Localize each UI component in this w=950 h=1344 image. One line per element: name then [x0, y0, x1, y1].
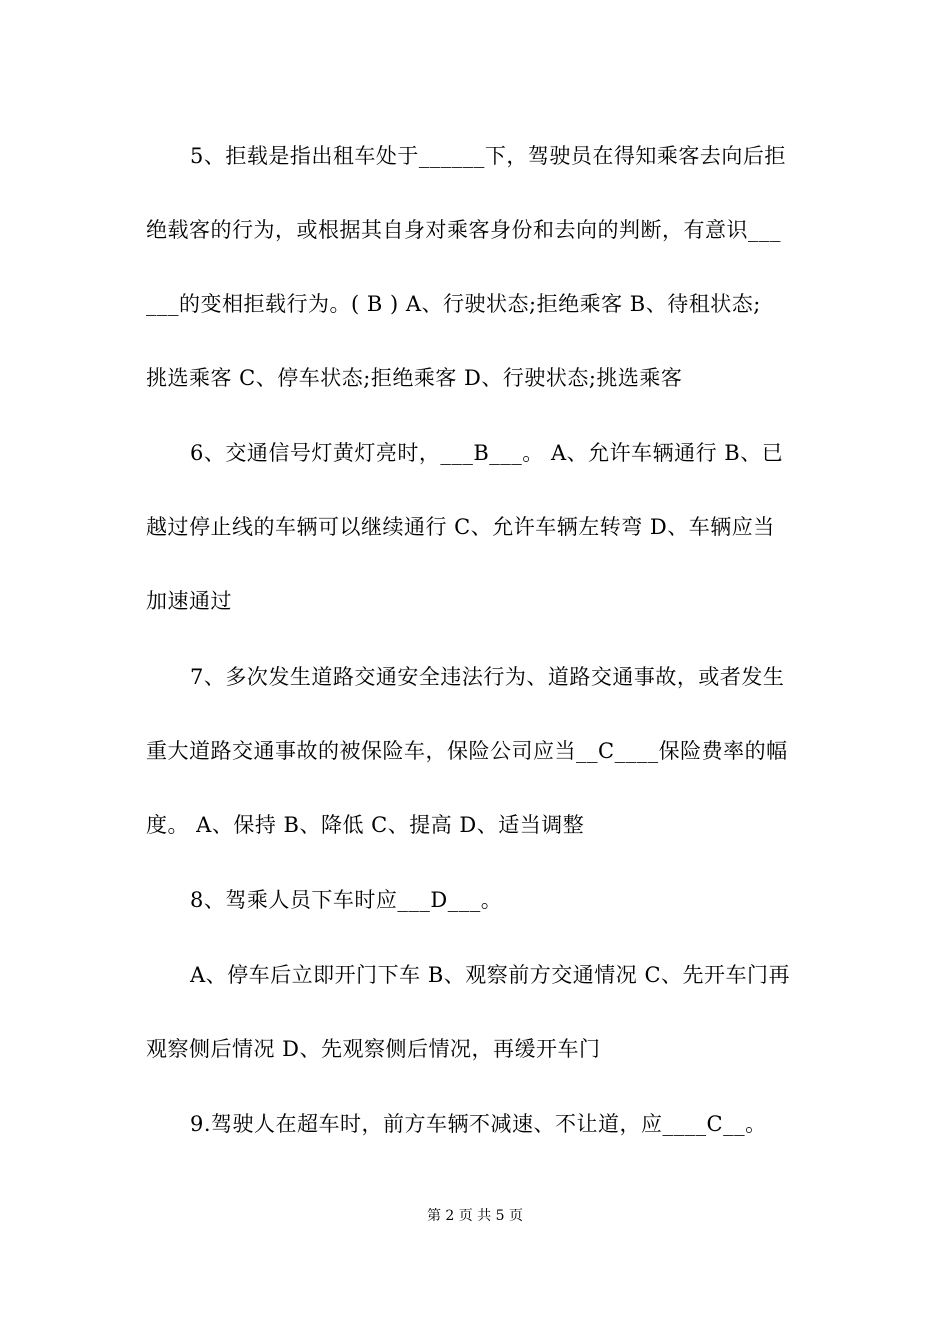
q6-line-3: 加速通过	[146, 589, 232, 613]
q5-line-3: ___的变相拒载行为。( B ) A、行驶状态;拒绝乘客 B、待租状态;	[146, 292, 761, 316]
q8-line-1: 8、驾乘人员下车时应___D___。	[190, 888, 503, 912]
q7-line-3: 度。 A、保持 B、降低 C、提高 D、适当调整	[146, 813, 585, 837]
q8-line-2: A、停车后立即开门下车 B、观察前方交通情况 C、先开车门再	[190, 963, 791, 987]
q7-line-2: 重大道路交通事故的被保险车，保险公司应当__C____保险费率的幅	[146, 739, 788, 763]
q9-line-1: 9.驾驶人在超车时，前方车辆不减速、不让道，应____C__。	[190, 1112, 767, 1136]
q5-line-2: 绝载客的行为，或根据其自身对乘客身份和去向的判断，有意识___	[146, 218, 781, 242]
page-footer: 第 2 页 共 5 页	[426, 1208, 524, 1224]
q6-line-2: 越过停止线的车辆可以继续通行 C、允许车辆左转弯 D、车辆应当	[146, 515, 775, 539]
q5-line-4: 挑选乘客 C、停车状态;拒绝乘客 D、行驶状态;挑选乘客	[146, 366, 683, 390]
q7-line-1: 7、多次发生道路交通安全违法行为、道路交通事故，或者发生	[190, 665, 785, 689]
q8-line-3: 观察侧后情况 D、先观察侧后情况，再缓开车门	[146, 1037, 601, 1061]
q5-line-1: 5、拒载是指出租车处于______下，驾驶员在得知乘客去向后拒	[190, 144, 786, 168]
q6-line-1: 6、交通信号灯黄灯亮时，___B___。 A、允许车辆通行 B、已	[190, 441, 784, 465]
